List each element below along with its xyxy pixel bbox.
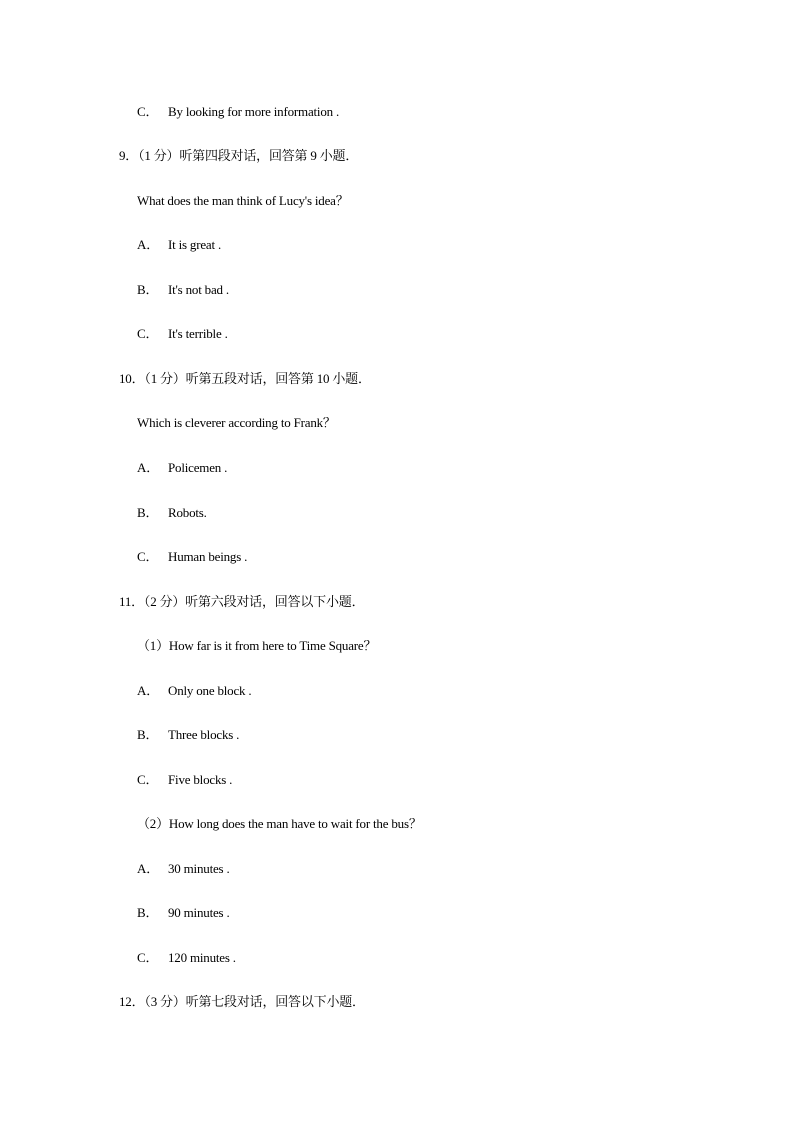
- option-letter: C．: [137, 950, 159, 965]
- option-letter: A．: [137, 683, 159, 698]
- option-c: [137, 104, 339, 120]
- option-letter: A．: [137, 460, 159, 475]
- option-b: [137, 727, 239, 743]
- option-text: Robots.: [168, 505, 207, 520]
- option-b: [137, 282, 229, 298]
- option-b: [137, 905, 230, 921]
- option-text: Human beings .: [168, 549, 248, 564]
- option-text: It's not bad .: [168, 282, 229, 297]
- option-letter: B．: [137, 505, 159, 520]
- option-text: By looking for more information .: [168, 104, 340, 119]
- option-a: [137, 861, 230, 877]
- option-letter: B．: [137, 727, 159, 742]
- option-text: 90 minutes .: [168, 905, 230, 920]
- option-letter: C．: [137, 326, 159, 341]
- option-text: It is great .: [168, 237, 221, 252]
- question-9-stem: What does the man think of Lucy's idea？: [137, 193, 349, 208]
- option-c: [137, 326, 228, 342]
- option-text: It's terrible .: [168, 326, 228, 341]
- question-11-sub-2: （2）How long does the man have to wait for the bus？: [137, 816, 422, 831]
- option-letter: C．: [137, 772, 159, 787]
- option-a: [137, 237, 221, 253]
- option-letter: A．: [137, 861, 159, 876]
- option-text: 120 minutes .: [168, 950, 236, 965]
- option-letter: B．: [137, 282, 159, 297]
- option-text: Five blocks .: [168, 772, 233, 787]
- question-10-heading: 10．（1 分）听第五段对话，回答第 10 小题．: [119, 371, 371, 386]
- question-9-heading: 9．（1 分）听第四段对话，回答第 9 小题．: [119, 148, 359, 163]
- option-a: [137, 460, 227, 476]
- option-text: Only one block .: [168, 683, 252, 698]
- option-c: [137, 549, 247, 565]
- option-c: [137, 772, 232, 788]
- option-b: [137, 505, 207, 521]
- question-11-sub-1: （1）How far is it from here to Time Square？: [137, 638, 377, 653]
- option-text: Three blocks .: [168, 727, 240, 742]
- question-11-heading: 11．（2 分）听第六段对话，回答以下小题．: [119, 594, 365, 609]
- option-letter: B．: [137, 905, 159, 920]
- option-a: [137, 683, 251, 699]
- question-12-heading: 12．（3 分）听第七段对话，回答以下小题．: [119, 994, 365, 1009]
- option-letter: C．: [137, 104, 159, 119]
- option-text: 30 minutes .: [168, 861, 230, 876]
- option-letter: A．: [137, 237, 159, 252]
- question-10-stem: Which is cleverer according to Frank？: [137, 415, 336, 430]
- option-text: Policemen .: [168, 460, 228, 475]
- option-letter: C．: [137, 549, 159, 564]
- option-c: [137, 950, 236, 966]
